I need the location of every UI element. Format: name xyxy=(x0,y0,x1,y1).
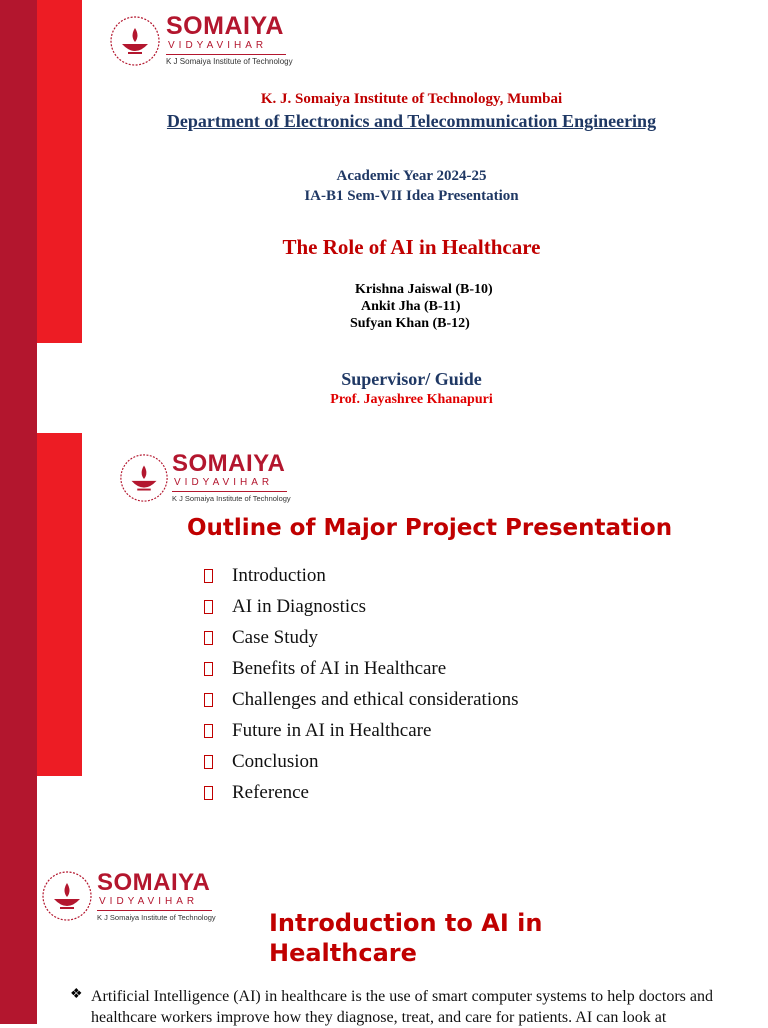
outline-item-label: AI in Diagnostics xyxy=(232,595,367,617)
team-member: Sufyan Khan (B-12) xyxy=(350,316,470,331)
bullet-box-icon xyxy=(204,569,213,583)
outline-item-label: Challenges and ethical considerations xyxy=(232,688,519,710)
brand-divider xyxy=(172,491,287,492)
presentation-title: The Role of AI in Healthcare xyxy=(282,235,541,259)
academic-year: Academic Year 2024-25 xyxy=(336,168,487,184)
diya-emblem-icon xyxy=(40,869,94,923)
sidebar-strip-dark xyxy=(0,0,37,1024)
sidebar-strip-bright-2 xyxy=(37,433,82,776)
outline-item-label: Reference xyxy=(232,781,309,803)
outline-item xyxy=(200,777,519,808)
supervisor-label: Supervisor/ Guide xyxy=(341,369,482,389)
outline-list xyxy=(200,560,519,808)
department-name: Department of Electronics and Telecommunication Engineering xyxy=(166,111,657,131)
brand-name: SOMAIYA xyxy=(166,12,284,40)
bullet-box-icon xyxy=(204,755,213,769)
bullet-box-icon xyxy=(204,600,213,614)
presentation-type: IA-B1 Sem-VII Idea Presentation xyxy=(304,188,519,204)
somaiya-logo xyxy=(40,866,220,926)
brand-subtitle: VIDYAVIHAR xyxy=(174,477,274,488)
outline-item xyxy=(200,684,519,715)
institute-name: K. J. Somaiya Institute of Technology, Mumbai xyxy=(260,91,563,107)
bullet-box-icon xyxy=(204,662,213,676)
outline-item-label: Introduction xyxy=(232,564,326,586)
brand-subtitle: VIDYAVIHAR xyxy=(99,896,199,907)
outline-item-label: Conclusion xyxy=(232,750,319,772)
diya-emblem-icon xyxy=(118,452,170,504)
brand-subtitle: VIDYAVIHAR xyxy=(168,40,268,51)
diamond-bullet-icon: ❖ xyxy=(70,987,83,1002)
outline-title: Outline of Major Project Presentation xyxy=(187,515,673,541)
somaiya-logo xyxy=(108,12,293,70)
section-title: Introduction to AI in Healthcare xyxy=(269,909,543,967)
somaiya-logo xyxy=(118,450,298,506)
brand-institute: K J Somaiya Institute of Technology xyxy=(172,494,291,503)
bullet-box-icon xyxy=(204,786,213,800)
outline-item xyxy=(200,715,519,746)
bullet-box-icon xyxy=(204,631,213,645)
brand-name: SOMAIYA xyxy=(172,450,286,477)
team-member: Ankit Jha (B-11) xyxy=(361,299,461,314)
outline-item xyxy=(200,622,519,653)
brand-name: SOMAIYA xyxy=(97,869,211,896)
outline-item xyxy=(200,560,519,591)
brand-institute: K J Somaiya Institute of Technology xyxy=(166,57,293,66)
outline-item-label: Benefits of AI in Healthcare xyxy=(232,657,447,679)
outline-item-label: Future in AI in Healthcare xyxy=(232,719,432,741)
brand-divider xyxy=(166,54,286,55)
team-member: Krishna Jaiswal (B-10) xyxy=(355,282,493,297)
supervisor-name: Prof. Jayashree Khanapuri xyxy=(330,392,493,407)
outline-item xyxy=(200,746,519,777)
sidebar-strip-bright-1 xyxy=(37,0,82,343)
bullet-box-icon xyxy=(204,693,213,707)
outline-item xyxy=(200,591,519,622)
diya-emblem-icon xyxy=(108,14,162,68)
brand-institute: K J Somaiya Institute of Technology xyxy=(97,913,216,922)
brand-divider xyxy=(97,910,212,911)
intro-paragraph: Artificial Intelligence (AI) in healthcare is the use of smart computer systems to help doctors and healthcare workers improve how they diagnose, treat, and care for patients. AI can look at xyxy=(91,988,713,1026)
outline-item xyxy=(200,653,519,684)
bullet-box-icon xyxy=(204,724,213,738)
outline-item-label: Case Study xyxy=(232,626,319,648)
